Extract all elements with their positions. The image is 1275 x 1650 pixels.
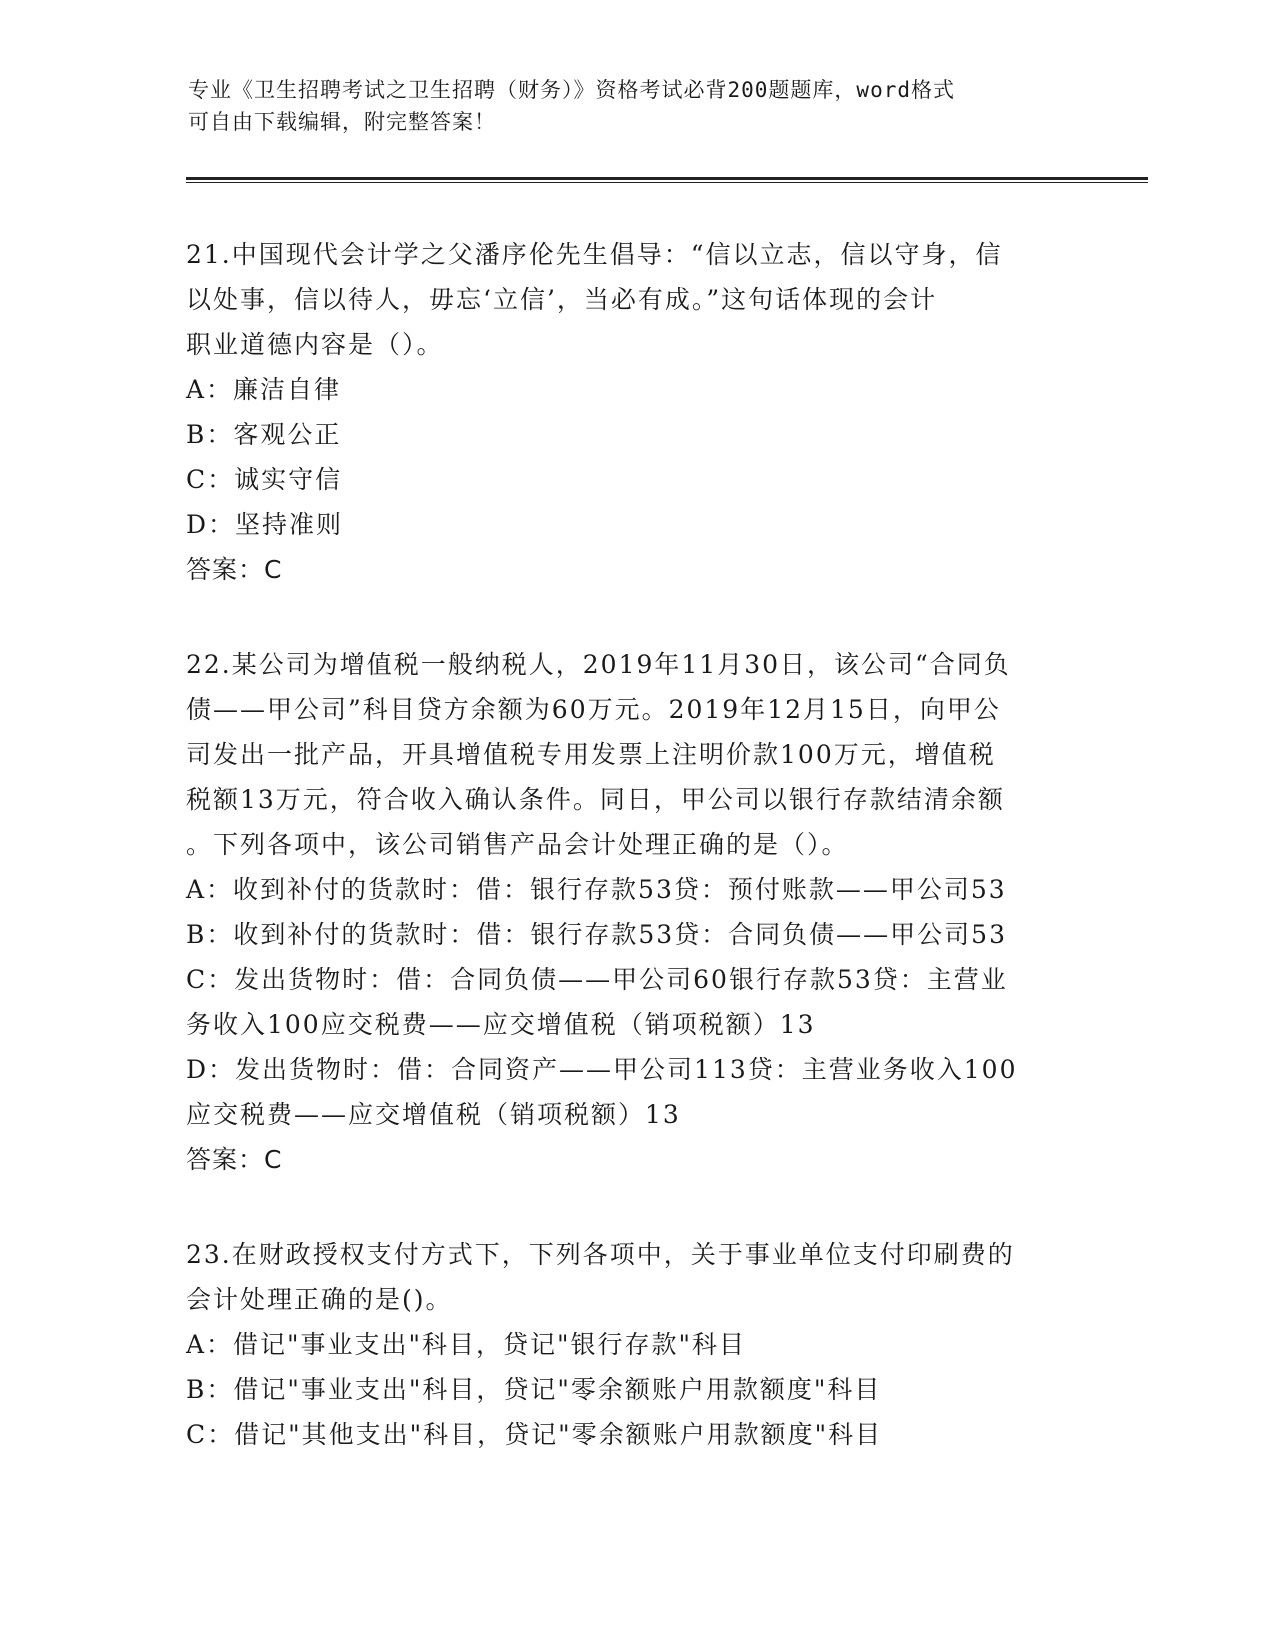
question-stem-line: 以处事，信以待人，毋忘‘立信’，当必有成。”这句话体现的会计 <box>186 285 938 314</box>
option-c: C：借记"其他支出"科目，贷记"零余额账户用款额度"科目 <box>186 1420 883 1449</box>
question-23 <box>186 1232 1086 1457</box>
question-stem-line: 23.在财政授权支付方式下，下列各项中，关于事业单位支付印刷费的 <box>186 1240 1015 1269</box>
answer-text: 答案：C <box>186 555 283 584</box>
question-21 <box>186 232 1086 592</box>
option-b: B：收到补付的货款时：借：银行存款53贷：合同负债——甲公司53 <box>186 920 1007 949</box>
question-stem-line: 司发出一批产品，开具增值税专用发票上注明价款100万元，增值税 <box>186 740 996 769</box>
option-c-continued: 务收入100应交税费——应交增值税（销项税额）13 <box>186 1010 816 1039</box>
option-d: D：坚持准则 <box>186 510 344 539</box>
question-stem-line: 22.某公司为增值税一般纳税人，2019年11月30日，该公司“合同负 <box>186 650 1011 679</box>
option-b: B：借记"事业支出"科目，贷记"零余额账户用款额度"科目 <box>186 1375 882 1404</box>
question-stem-line: 21.中国现代会计学之父潘序伦先生倡导：“信以立志，信以守身，信 <box>186 240 1003 269</box>
question-stem-line: 职业道德内容是（）。 <box>186 330 444 359</box>
option-c: C：发出货物时：借：合同负债——甲公司60银行存款53贷：主营业 <box>186 965 1008 994</box>
question-stem-line: 债——甲公司”科目贷方余额为60万元。2019年12月15日，向甲公 <box>186 695 1001 724</box>
header-title-line-2: 可自由下载编辑，附完整答案！ <box>188 110 496 134</box>
option-d: D：发出货物时：借：合同资产——甲公司113贷：主营业务收入100 <box>186 1055 1018 1084</box>
header-divider-thin <box>186 182 1148 183</box>
question-stem-line: 税额13万元，符合收入确认条件。同日，甲公司以银行存款结清余额 <box>186 785 1005 814</box>
answer-text: 答案：C <box>186 1145 283 1174</box>
header-title-line-1: 专业《卫生招聘考试之卫生招聘（财务）》资格考试必背200题题库，word格式 <box>188 78 955 102</box>
option-a: A：收到补付的货款时：借：银行存款53贷：预付账款——甲公司53 <box>186 875 1007 904</box>
option-a: A：廉洁自律 <box>186 375 342 404</box>
question-22 <box>186 642 1086 1182</box>
option-a: A：借记"事业支出"科目，贷记"银行存款"科目 <box>186 1330 747 1359</box>
option-c: C：诚实守信 <box>186 465 343 494</box>
header-divider-thick <box>186 177 1148 180</box>
question-stem-line: 。下列各项中，该公司销售产品会计处理正确的是（）。 <box>186 830 849 859</box>
option-b: B：客观公正 <box>186 420 342 449</box>
question-stem-line: 会计处理正确的是()。 <box>186 1285 453 1314</box>
option-d-continued: 应交税费——应交增值税（销项税额）13 <box>186 1100 681 1129</box>
document-header <box>188 74 1088 138</box>
